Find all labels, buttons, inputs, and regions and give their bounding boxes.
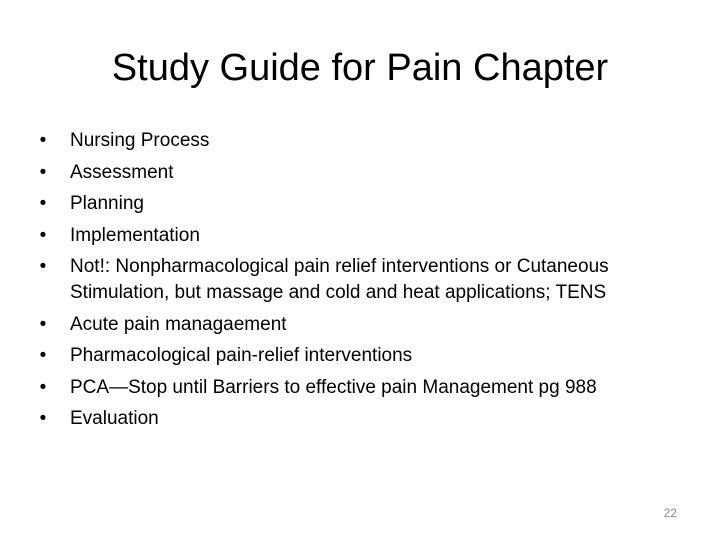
- bullet-icon: •: [39, 224, 47, 246]
- bullet-icon: •: [39, 256, 47, 277]
- list-item-text: Assessment: [70, 161, 174, 183]
- bullet-list: [36, 128, 696, 438]
- slide-title: Study Guide for Pain Chapter: [111, 47, 609, 89]
- list-item: [36, 128, 696, 154]
- bullet-icon: •: [39, 313, 47, 335]
- list-item: [36, 312, 696, 338]
- list-item-text: Acute pain managaement: [70, 313, 287, 335]
- list-item-text: PCA—Stop until Barriers to effective pain Management pg 988: [70, 376, 597, 398]
- bullet-icon: •: [39, 161, 47, 183]
- page-number: 22: [663, 506, 677, 520]
- list-item: [36, 191, 696, 217]
- list-item: [36, 375, 696, 401]
- list-item: [36, 343, 696, 369]
- list-item: [36, 160, 696, 186]
- list-item: [36, 254, 696, 306]
- bullet-icon: •: [39, 130, 47, 151]
- list-item-text: Planning: [70, 193, 144, 214]
- bullet-icon: •: [39, 376, 47, 398]
- bullet-icon: •: [39, 345, 47, 366]
- bullet-icon: •: [39, 408, 47, 429]
- bullet-icon: •: [39, 193, 47, 214]
- list-item: [36, 406, 696, 432]
- list-item-text: Implementation: [70, 224, 200, 246]
- list-item-text: Pharmacological pain-relief interventions: [70, 345, 413, 366]
- list-item-text: Not!: Nonpharmacological pain relief interventions or Cutaneous Stimulation, but massage and cold and heat applications; TENS: [70, 256, 609, 303]
- list-item: [36, 223, 696, 249]
- list-item-text: Evaluation: [70, 408, 159, 429]
- list-item-text: Nursing Process: [70, 130, 210, 151]
